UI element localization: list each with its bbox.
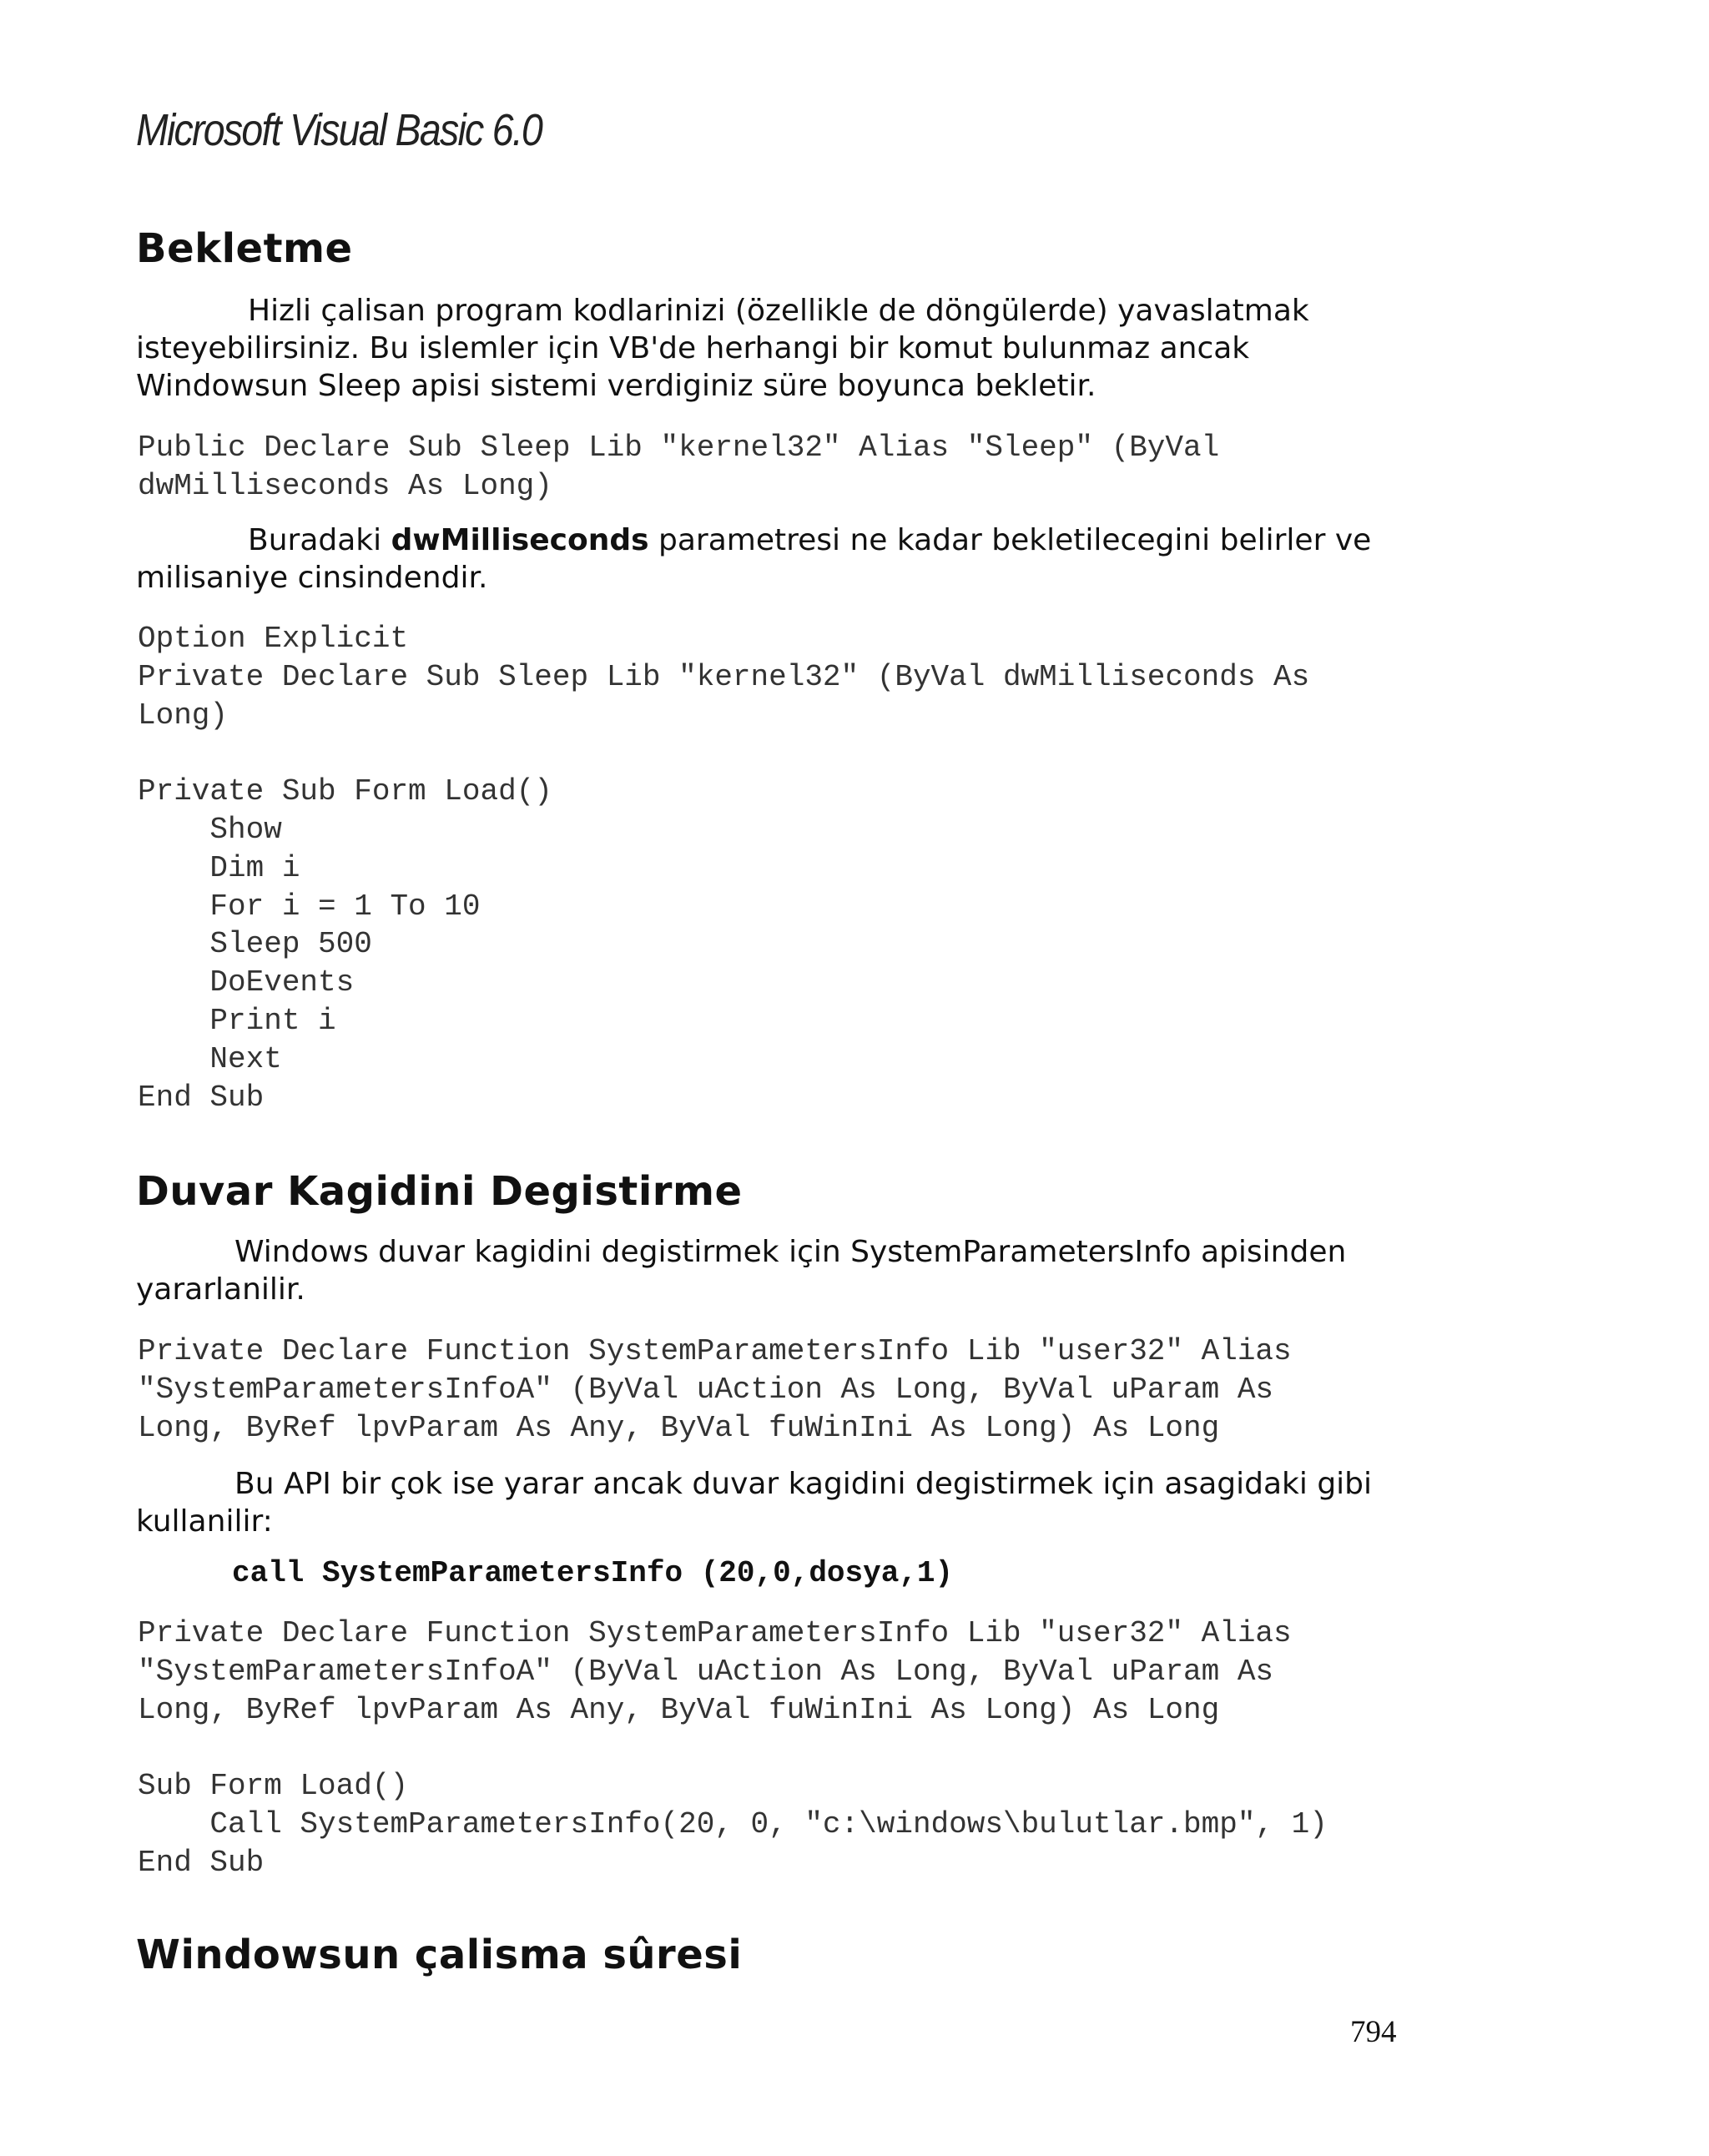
code-line: Long, ByRef lpvParam As Any, ByVal fuWinIni As Long) As Long — [138, 1410, 1220, 1445]
code-line: Private Sub Form Load() — [138, 774, 552, 809]
code-line: Show — [138, 812, 282, 847]
paragraph-line: milisaniye cinsindendir. — [136, 561, 488, 595]
page-number: 794 — [1350, 2015, 1397, 2049]
code-block-sleep-example — [138, 620, 1309, 1116]
code-line: dwMilliseconds As Long) — [138, 468, 552, 503]
code-line: Dim i — [138, 850, 300, 885]
code-line: Private Declare Sub Sleep Lib "kernel32" (ByVal dwMilliseconds As — [138, 659, 1310, 694]
code-line: "SystemParametersInfoA" (ByVal uAction As Long, ByVal uParam As — [138, 1372, 1274, 1407]
text-run: parametresi ne kadar bekletilecegini belirler ve — [648, 523, 1372, 557]
code-line: Private Declare Function SystemParametersInfo Lib "user32" Alias — [138, 1334, 1292, 1368]
code-line: End Sub — [138, 1080, 265, 1115]
paragraph-line: yararlanilir. — [136, 1272, 305, 1307]
code-line: For i = 1 To 10 — [138, 889, 481, 924]
code-line: Long, ByRef lpvParam As Any, ByVal fuWinIni As Long) As Long — [138, 1692, 1220, 1727]
code-block-spi-declare — [138, 1332, 1292, 1447]
duvar-note-paragraph — [136, 1465, 1421, 1540]
section-heading-calisma: Windowsun çalisma sûresi — [136, 1932, 743, 1978]
code-line: Next — [138, 1041, 282, 1076]
paragraph-line: Bu API bir çok ise yarar ancak duvar kagidini degistirmek için asagidaki gibi — [234, 1467, 1373, 1501]
code-line — [138, 734, 1309, 773]
paragraph-line: Windows duvar kagidini degistirmek için SystemParametersInfo apisinden — [234, 1235, 1347, 1269]
code-line: "SystemParametersInfoA" (ByVal uAction As Long, ByVal uParam As — [138, 1654, 1274, 1689]
bekletme-note-paragraph — [136, 521, 1421, 597]
bekletme-intro-paragraph — [136, 292, 1421, 405]
section-heading-bekletme: Bekletme — [136, 225, 353, 272]
code-line: DoEvents — [138, 965, 355, 1000]
call-example: call SystemParametersInfo (20,0,dosya,1) — [232, 1556, 954, 1590]
code-line: Sub Form Load() — [138, 1769, 409, 1804]
paragraph-line — [136, 521, 1421, 559]
code-block-sleep-declare — [138, 429, 1219, 506]
paragraph-line: kullanilir: — [136, 1504, 273, 1539]
code-line: Long) — [138, 698, 229, 733]
text-run: Buradaki — [248, 523, 391, 557]
paragraph-line: Windowsun Sleep apisi sistemi verdiginiz süre boyunca bekletir. — [136, 369, 1096, 403]
code-block-wallpaper-example — [138, 1614, 1328, 1882]
section-heading-duvar: Duvar Kagidini Degistirme — [136, 1168, 743, 1215]
code-line: Sleep 500 — [138, 927, 372, 962]
paragraph-line: isteyebilirsiniz. Bu islemler için VB'de herhangi bir komut bulunmaz ancak — [136, 331, 1250, 365]
running-header: Microsoft Visual Basic 6.0 — [136, 105, 542, 155]
code-line: Private Declare Function SystemParametersInfo Lib "user32" Alias — [138, 1616, 1292, 1650]
paragraph-line: Hizli çalisan program kodlarinizi (özellikle de döngülerde) yavaslatmak — [248, 294, 1309, 328]
code-line: End Sub — [138, 1845, 265, 1880]
parameter-name: dwMilliseconds — [391, 523, 649, 557]
code-line — [138, 1729, 1328, 1767]
code-line: Public Declare Sub Sleep Lib "kernel32" Alias "Sleep" (ByVal — [138, 431, 1220, 465]
duvar-intro-paragraph — [136, 1233, 1421, 1308]
code-line: Call SystemParametersInfo(20, 0, "c:\windows\bulutlar.bmp", 1) — [138, 1806, 1328, 1841]
code-line: Option Explicit — [138, 622, 409, 656]
code-line: Print i — [138, 1003, 336, 1038]
